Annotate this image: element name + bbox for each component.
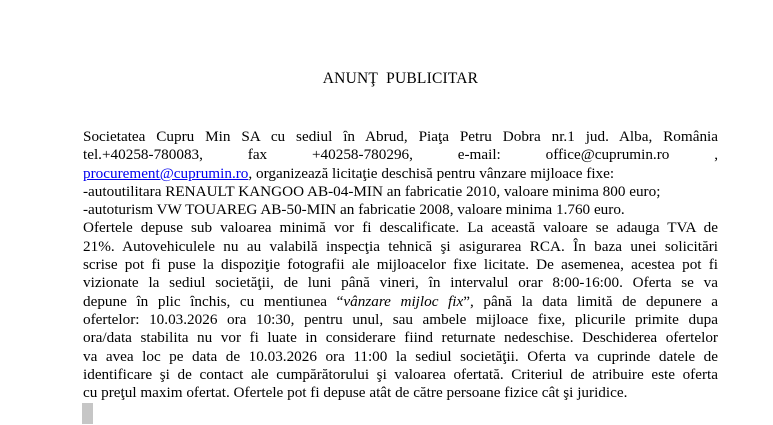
document-line xyxy=(83,219,718,237)
document-line xyxy=(83,329,718,347)
document-line xyxy=(83,238,718,256)
document-line xyxy=(83,146,718,164)
text-run: va avea loc pe data de 10.03.2026 ora 11:00 la sediul societăţii. Oferta va cuprinde datele de xyxy=(83,347,718,365)
text-run: depune în plic închis, cu mentiunea “ xyxy=(83,292,344,310)
document-line xyxy=(83,311,718,329)
document-line xyxy=(83,366,718,384)
text-run: Societatea Cupru Min SA cu sediul în Abrud, Piaţa Petru Dobra nr.1 jud. Alba, România xyxy=(83,128,718,145)
document-body xyxy=(83,128,718,402)
text-run: scrise pot fi puse la dispoziţie fotografii ale mijloacelor fixe licitate. De asemenea, acestea pot fi xyxy=(83,256,718,274)
text-run: ofertelor: 10.03.2026 ora 10:30, pentru unul, sau ambele mijloace fixe, plicurile primite dupa xyxy=(83,310,718,328)
document-line xyxy=(83,256,718,274)
text-run: identificare şi de contact ale cumpărătorului şi valoarea ofertată. Criteriul de atribuire este oferta xyxy=(83,365,718,383)
document-line xyxy=(83,274,718,292)
document-line xyxy=(83,384,718,402)
text-run: -autoturism VW TOUAREG AB-50-MIN an fabricatie 2008, valoare minima 1.760 euro. xyxy=(83,201,625,219)
document-title: ANUNŢ PUBLICITAR xyxy=(322,70,479,87)
text-run: ”, până la data limită de depunere a xyxy=(463,292,718,310)
text-run: , organizează licitaţie deschisă pentru vânzare mijloace fixe: xyxy=(248,164,615,182)
text-run: ora/data stabilita nu vor fi luate in considerare fiind returnate nedeschise. Deschiderea ofertelor xyxy=(83,329,718,347)
document-line xyxy=(83,201,718,219)
italic-text: vânzare mijloc fix xyxy=(343,292,464,310)
text-run: cu preţul maxim ofertat. Ofertele pot fi depuse atât de către persoane fizice cât şi juridice. xyxy=(83,384,628,402)
document-line xyxy=(83,165,718,183)
email-link[interactable]: procurement@cuprumin.ro xyxy=(83,164,249,182)
document-line xyxy=(83,293,718,311)
text-run: vizionate la sediul societăţii, de luni până vineri, în intervalul orar 8:00-16:00. Oferta se va xyxy=(83,274,718,292)
document-line xyxy=(83,183,718,201)
text-cursor-block xyxy=(82,403,93,424)
text-run: tel.+40258-780083, fax +40258-780296, e-mail: office@cuprumin.ro , xyxy=(83,146,718,164)
text-run: -autoutilitara RENAULT KANGOO AB-04-MIN an fabricatie 2010, valoare minima 800 euro; xyxy=(83,182,661,200)
document-line xyxy=(83,348,718,366)
text-run: 21%. Autovehiculele nu au valabilă inspecţia tehnică şi asigurarea RCA. În baza unei solicitări xyxy=(83,237,718,255)
text-run: Ofertele depuse sub valoarea minimă vor fi descalificate. La această valoare se adauga TVA de xyxy=(83,219,718,237)
document-line xyxy=(83,128,718,146)
